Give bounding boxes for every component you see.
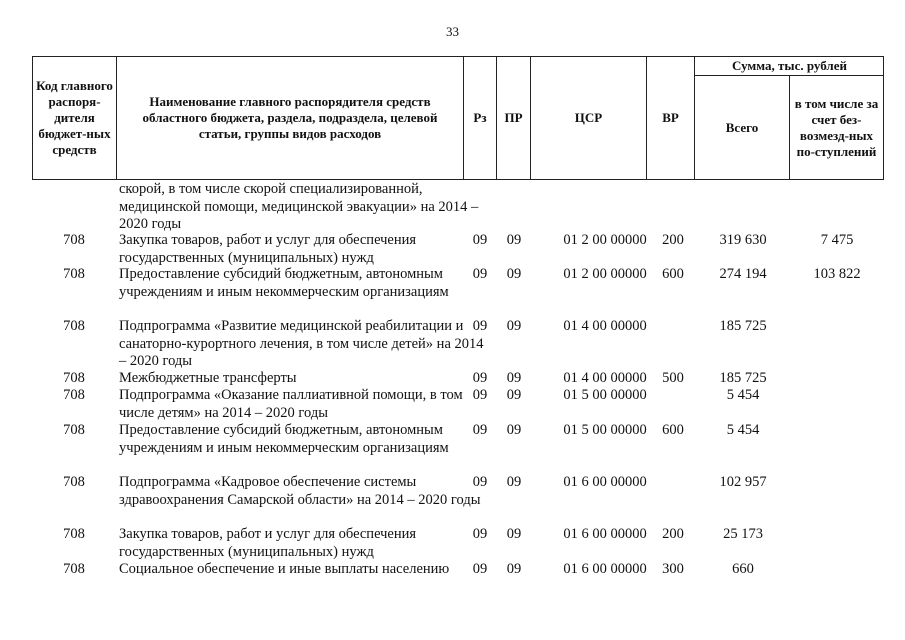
cell-rz: 09 [472,232,488,248]
cell-vr: 200 [662,232,684,248]
cell-name: Социальное обеспечение и иные выплаты населению [119,561,450,577]
cell-code: 708 [63,474,85,490]
cell-code: 708 [63,370,85,386]
cell-total: 185 725 [719,318,767,334]
cell-rz: 09 [472,422,488,438]
cell-name: Подпрограмма «Кадровое обеспечение системы здравоохранения Самарской области» на 2014 – 2020 годы [119,474,481,508]
cell-pr: 09 [506,232,522,248]
cell-name: Подпрограмма «Оказание паллиативной помощи, в том числе детям» на 2014 – 2020 годы [119,387,463,421]
page-number: 33 [446,24,459,39]
cell-vr: 500 [662,370,684,386]
header-code: Код главного распоря-дителя бюджет-ных средств [36,78,113,157]
cell-vr: 600 [662,422,684,438]
cell-pr: 09 [506,387,522,403]
cell-incl: 103 822 [813,266,861,282]
cell-total: 319 630 [719,232,767,248]
cell-pr: 09 [506,266,522,282]
cell-total: 274 194 [719,266,767,282]
cell-rz: 09 [472,387,488,403]
cell-rz: 09 [472,370,488,386]
cell-total: 25 173 [723,526,763,542]
cell-total: 5 454 [726,387,760,403]
cell-csr: 01 4 00 00000 [563,318,647,334]
cell-csr: 01 5 00 00000 [563,387,647,403]
cell-code: 708 [63,232,85,248]
cell-rz: 09 [472,526,488,542]
header-name: Наименование главного распорядителя средств областного бюджета, раздела, подраздела, целевой статьи, группы видов расходов [142,94,438,141]
cell-rz: 09 [472,266,488,282]
cell-name: Закупка товаров, работ и услуг для обеспечения государственных (муниципальных) нужд [119,526,417,560]
cell-csr: 01 2 00 00000 [563,266,647,282]
cell-csr: 01 6 00 00000 [563,561,647,577]
header-pr: ПР [504,110,523,125]
cell-name: Подпрограмма «Развитие медицинской реабилитации и санаторно-курортного лечения, в том числе детей» на 2014 – 2020 годы [119,318,484,369]
cell-vr: 600 [662,266,684,282]
cell-code: 708 [63,526,85,542]
cell-csr: 01 2 00 00000 [563,232,647,248]
cell-total: 185 725 [719,370,767,386]
cell-pr: 09 [506,526,522,542]
cell-pr: 09 [506,422,522,438]
cell-code: 708 [63,422,85,438]
cell-name: скорой, в том числе скорой специализированной, медицинской помощи, медицинской эвакуации» на 2014 – 2020 годы [119,181,479,232]
header-vr: ВР [662,110,679,125]
cell-csr: 01 5 00 00000 [563,422,647,438]
cell-name: Предоставление субсидий бюджетным, автономным учреждениям и иным некоммерческим организациям [119,422,449,456]
header-total: Всего [725,120,759,135]
cell-pr: 09 [506,474,522,490]
cell-pr: 09 [506,318,522,334]
cell-total: 5 454 [726,422,760,438]
table-header [32,56,884,180]
cell-vr: 200 [662,526,684,542]
header-csr: ЦСР [574,110,603,125]
cell-name: Предоставление субсидий бюджетным, автономным учреждениям и иным некоммерческим организациям [119,266,449,300]
header-rz: Рз [473,110,487,125]
cell-code: 708 [63,266,85,282]
cell-vr: 300 [662,561,684,577]
cell-pr: 09 [506,370,522,386]
header-incl: в том числе за счет без-возмезд-ных по-ступлений [794,96,879,159]
cell-csr: 01 4 00 00000 [563,370,647,386]
cell-incl: 7 475 [820,232,854,248]
cell-code: 708 [63,561,85,577]
cell-rz: 09 [472,318,488,334]
cell-name: Межбюджетные трансферты [119,370,297,386]
cell-code: 708 [63,318,85,334]
cell-pr: 09 [506,561,522,577]
cell-name: Закупка товаров, работ и услуг для обеспечения государственных (муниципальных) нужд [119,232,417,266]
cell-code: 708 [63,387,85,403]
header-sum-group: Сумма, тыс. рублей [732,57,847,73]
cell-csr: 01 6 00 00000 [563,474,647,490]
cell-csr: 01 6 00 00000 [563,526,647,542]
cell-rz: 09 [472,474,488,490]
cell-total: 660 [732,561,754,577]
cell-rz: 09 [472,561,488,577]
cell-total: 102 957 [719,474,767,490]
